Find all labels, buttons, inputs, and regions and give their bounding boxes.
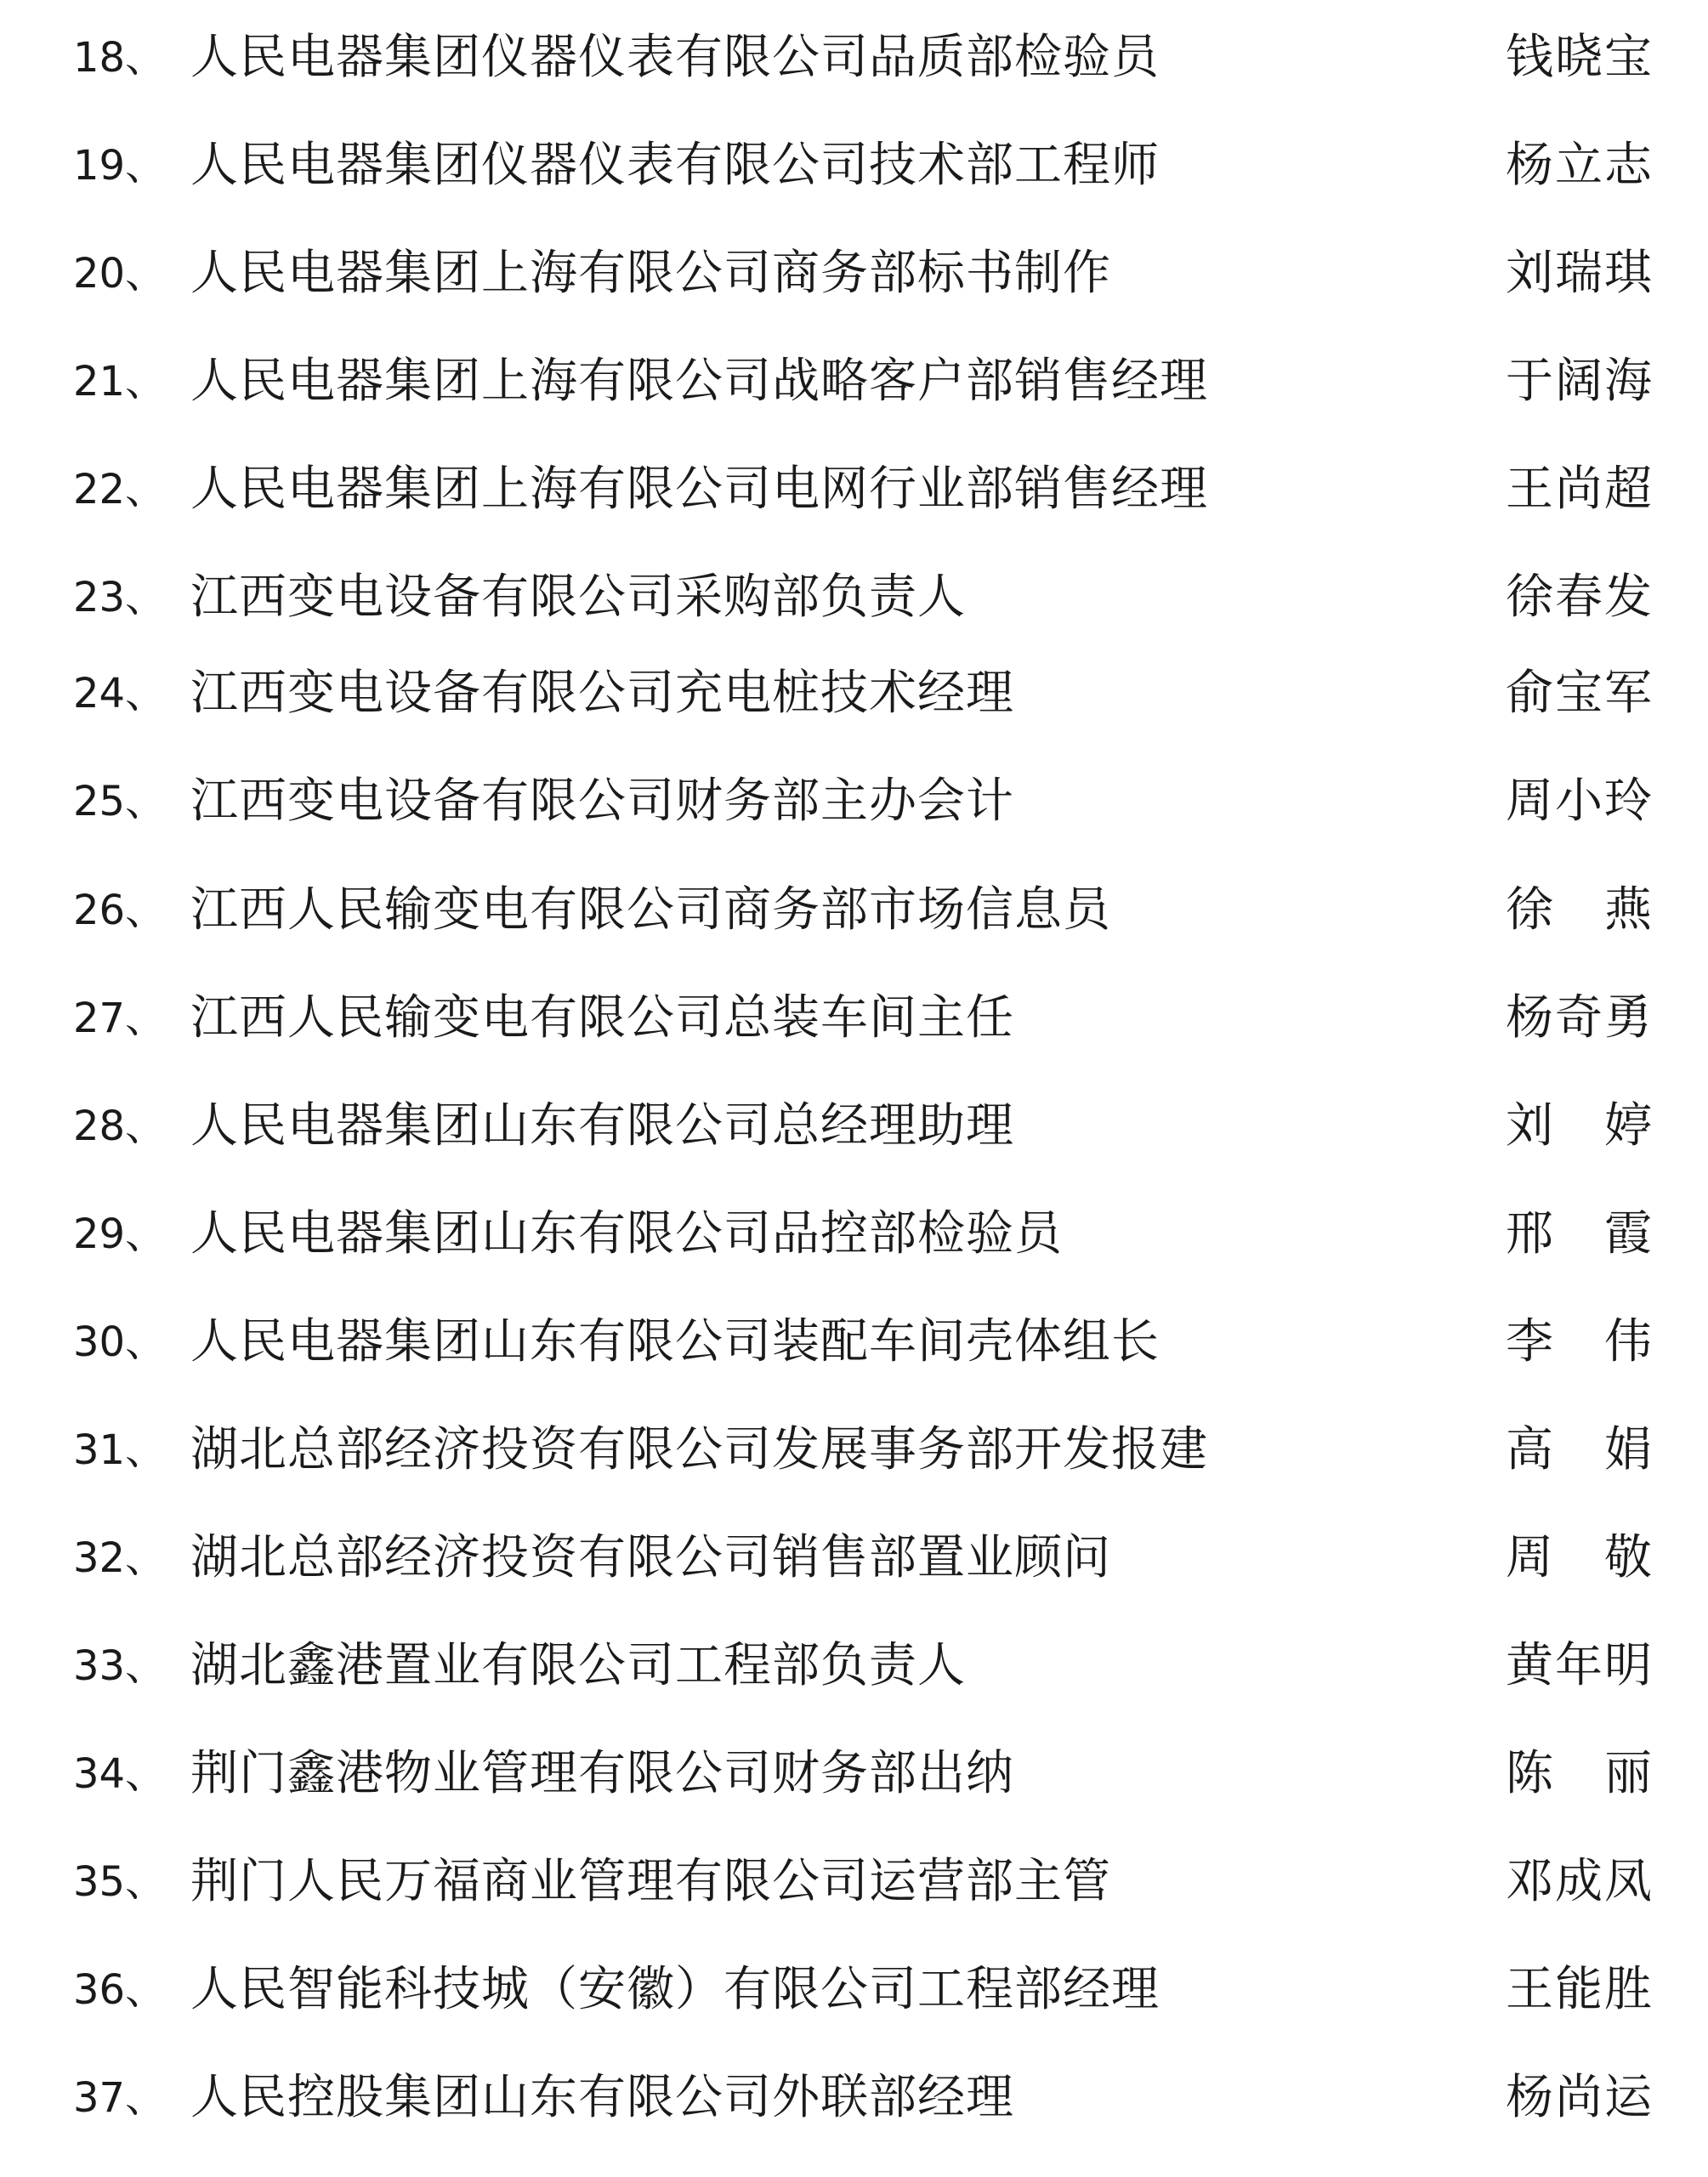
item-number: 26、 [73, 887, 167, 934]
item-number: 28、 [73, 1103, 167, 1150]
list-item [0, 1744, 1708, 1804]
item-position: 人民电器集团山东有限公司总经理助理 [190, 1098, 1014, 1154]
item-number: 36、 [73, 1966, 167, 2014]
item-person-name: 王尚超 [1506, 462, 1652, 517]
item-position: 人民电器集团仪器仪表有限公司品质部检验员 [190, 30, 1160, 85]
list-item [0, 244, 1708, 303]
item-person-name: 杨奇勇 [1506, 990, 1652, 1046]
item-position: 湖北鑫港置业有限公司工程部负责人 [190, 1638, 966, 1693]
item-number: 29、 [73, 1210, 167, 1258]
list-item [0, 1097, 1708, 1156]
item-position: 江西变电设备有限公司采购部负责人 [190, 570, 966, 625]
item-number: 20、 [73, 250, 167, 298]
list-item [0, 772, 1708, 831]
item-number: 31、 [73, 1426, 167, 1474]
item-person-name: 杨立志 [1506, 138, 1652, 193]
item-person-name: 钱晓宝 [1506, 30, 1652, 85]
item-position: 人民控股集团山东有限公司外联部经理 [190, 2070, 1014, 2125]
item-person-name: 刘婷 [1506, 1098, 1652, 1154]
item-person-name: 周敬 [1506, 1530, 1652, 1585]
item-person-name: 陈丽 [1506, 1746, 1652, 1801]
list-item [0, 1420, 1708, 1480]
item-number: 35、 [73, 1858, 167, 1906]
item-number: 24、 [73, 670, 167, 717]
item-position: 人民电器集团仪器仪表有限公司技术部工程师 [190, 138, 1160, 193]
item-person-name: 高娟 [1506, 1422, 1652, 1477]
item-number: 25、 [73, 778, 167, 825]
item-position: 江西变电设备有限公司充电桩技术经理 [190, 666, 1014, 721]
item-number: 34、 [73, 1750, 167, 1798]
item-position: 人民智能科技城（安徽）有限公司工程部经理 [190, 1962, 1160, 2017]
list-item [0, 1205, 1708, 1264]
item-number: 23、 [73, 574, 167, 621]
item-position: 荆门人民万福商业管理有限公司运营部主管 [190, 1854, 1111, 1909]
item-number: 22、 [73, 466, 167, 513]
item-person-name: 徐春发 [1506, 570, 1652, 625]
item-number: 33、 [73, 1642, 167, 1690]
item-position: 人民电器集团上海有限公司战略客户部销售经理 [190, 354, 1208, 409]
item-person-name: 于阔海 [1506, 354, 1652, 409]
item-number: 21、 [73, 358, 167, 405]
item-position: 江西人民输变电有限公司总装车间主任 [190, 990, 1014, 1046]
list-item [0, 1852, 1708, 1912]
item-person-name: 黄年明 [1506, 1638, 1652, 1693]
list-item [0, 1636, 1708, 1696]
list-item [0, 460, 1708, 519]
list-item [0, 136, 1708, 196]
item-person-name: 王能胜 [1506, 1962, 1652, 2017]
list-item [0, 881, 1708, 940]
item-position: 人民电器集团上海有限公司电网行业部销售经理 [190, 462, 1208, 517]
item-position: 人民电器集团山东有限公司装配车间壳体组长 [190, 1314, 1160, 1369]
item-person-name: 杨尚运 [1506, 2070, 1652, 2125]
item-person-name: 李伟 [1506, 1314, 1652, 1369]
list-item [0, 1960, 1708, 2020]
item-number: 27、 [73, 995, 167, 1042]
item-number: 18、 [73, 34, 167, 82]
item-position: 江西变电设备有限公司财务部主办会计 [190, 774, 1014, 829]
list-item [0, 664, 1708, 723]
item-number: 37、 [73, 2074, 167, 2122]
item-person-name: 俞宝军 [1506, 666, 1652, 721]
item-position: 湖北总部经济投资有限公司销售部置业顾问 [190, 1530, 1111, 1585]
item-person-name: 刘瑞琪 [1506, 246, 1652, 301]
item-position: 江西人民输变电有限公司商务部市场信息员 [190, 882, 1111, 938]
item-number: 30、 [73, 1318, 167, 1366]
item-position: 荆门鑫港物业管理有限公司财务部出纳 [190, 1746, 1014, 1801]
list-item [0, 1528, 1708, 1588]
list-item [0, 1312, 1708, 1372]
item-position: 人民电器集团山东有限公司品控部检验员 [190, 1206, 1063, 1261]
list-item [0, 2068, 1708, 2128]
item-person-name: 周小玲 [1506, 774, 1652, 829]
item-number: 19、 [73, 142, 167, 190]
item-position: 湖北总部经济投资有限公司发展事务部开发报建 [190, 1422, 1208, 1477]
list-item [0, 352, 1708, 411]
list-item [0, 568, 1708, 627]
list-item [0, 28, 1708, 88]
item-number: 32、 [73, 1534, 167, 1582]
item-person-name: 邓成凤 [1506, 1854, 1652, 1909]
list-item [0, 989, 1708, 1048]
item-person-name: 邢霞 [1506, 1206, 1652, 1261]
item-person-name: 徐燕 [1506, 882, 1652, 938]
item-position: 人民电器集团上海有限公司商务部标书制作 [190, 246, 1111, 301]
